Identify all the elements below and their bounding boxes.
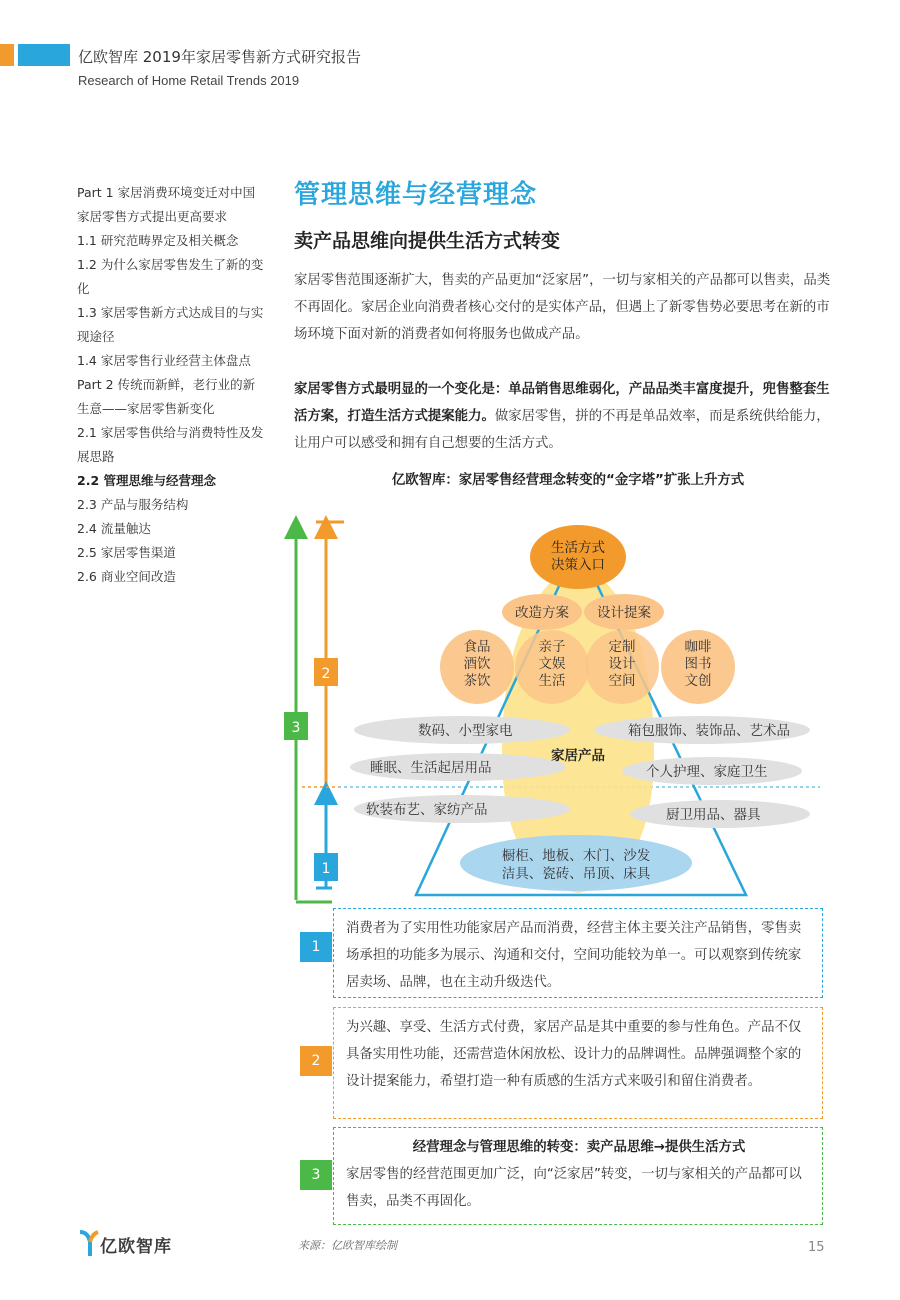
toc-item[interactable]: 2.3 产品与服务结构 (77, 497, 189, 512)
toc-item[interactable]: 1.3 家居零售新方式达成目的与实现途径 (77, 305, 264, 344)
figure-source: 来源：亿欧智库绘制 (298, 1239, 397, 1252)
page-number: 15 (808, 1240, 825, 1255)
box-2-badge: 2 (300, 1046, 332, 1076)
subsection-title: 卖产品思维向提供生活方式转变 (294, 230, 561, 252)
toc-item[interactable]: 1.1 研究范畴界定及相关概念 (77, 233, 239, 248)
arrow-label-1: 1 (321, 861, 331, 877)
toc-item[interactable]: 2.6 商业空间改造 (77, 569, 176, 584)
report-title: 亿欧智库 2019年家居零售新方式研究报告 (78, 48, 361, 66)
toc-item[interactable]: 2.2 管理思维与经营理念 (77, 473, 216, 488)
box-3-badge: 3 (300, 1160, 332, 1190)
toc-item[interactable]: Part 1 家居消费环境变迁对中国家居零售方式提出更高要求 (77, 185, 256, 224)
intro-paragraph: 家居零售范围逐渐扩大，售卖的产品更加“泛家居”，一切与家相关的产品都可以售卖，品类不再固化。家居企业向消费者核心交付的是实体产品，但遇上了新零售势必要思考在新的市场环境下面对新的消费者如何将服务也做成产品。 (294, 273, 831, 342)
key-change-rest: 做家居零售，拼的不再是单品效率，而是系统供给能力，让用户可以感受和拥有自己想要的生活方式。 (294, 409, 830, 451)
top-label: 生活方式决策入口 (551, 540, 605, 573)
left-item-1: 数码、小型家电 (418, 723, 513, 739)
box-3-text: 家居零售的经营范围更加广泛，向“泛家居”转变，一切与家相关的产品都可以售卖，品类不再固化。 (346, 1167, 802, 1209)
toc-item[interactable]: 2.5 家居零售渠道 (77, 545, 176, 560)
toc-item[interactable]: Part 2 传统而新鲜，老行业的新生意——家居零售新变化 (77, 377, 256, 416)
row2-renovation: 改造方案 (515, 605, 569, 621)
toc-item[interactable]: 2.1 家居零售供给与消费特性及发展思路 (77, 425, 264, 464)
right-item-1: 箱包服饰、装饰品、艺术品 (628, 723, 790, 739)
report-subtitle: Research of Home Retail Trends 2019 (78, 73, 300, 88)
toc-item[interactable]: 1.4 家居零售行业经营主体盘点 (77, 353, 251, 368)
core-label: 家居产品 (551, 748, 605, 764)
arrow-label-2: 2 (321, 666, 331, 682)
row3-coffee: 咖啡图书文创 (684, 639, 712, 689)
header-accent-orange (0, 44, 14, 66)
left-item-2: 睡眠、生活起居用品 (370, 760, 492, 776)
toc-item[interactable]: 2.4 流量触达 (77, 521, 151, 536)
arrow-label-3: 3 (291, 720, 301, 736)
logo-text: 亿欧智库 (100, 1237, 172, 1257)
header-accent-blue (18, 44, 70, 66)
row2-design: 设计提案 (597, 605, 651, 621)
explanation-box-2 (333, 1007, 823, 1119)
base-items: 橱柜、地板、木门、沙发洁具、瓷砖、吊顶、床具 (501, 848, 651, 882)
row3-kids: 亲子文娱生活 (538, 639, 566, 689)
row3-food: 食品酒饮茶饮 (463, 639, 491, 689)
left-item-3: 软装布艺、家纺产品 (366, 802, 488, 818)
explanation-box-1 (333, 908, 823, 998)
explanation-box-3 (333, 1127, 823, 1225)
row3-custom: 定制设计空间 (608, 639, 636, 689)
figure-title: 亿欧智库：家居零售经营理念转变的“金字塔”扩张上升方式 (391, 473, 745, 488)
key-change-bold: 家居零售方式最明显的一个变化是：单品销售思维弱化，产品品类丰富度提升，兜售整套生活方案，打造生活方式提案能力。 (294, 382, 830, 424)
section-title: 管理思维与经营理念 (294, 180, 538, 210)
box-2-text: 为兴趣、享受、生活方式付费，家居产品是其中重要的参与性角色。产品不仅具备实用性功能，还需营造休闲放松、设计力的品牌调性。品牌强调整个家的设计提案能力，希望打造一种有质感的生活方式来吸引和留住消费者。 (346, 1020, 802, 1089)
table-of-contents (77, 181, 267, 589)
right-item-3: 厨卫用品、器具 (666, 807, 761, 823)
box-1-badge: 1 (300, 932, 332, 962)
key-change-paragraph (294, 376, 834, 457)
right-item-2: 个人护理、家庭卫生 (646, 764, 768, 780)
pyramid-diagram (280, 505, 840, 905)
box-1-text: 消费者为了实用性功能家居产品而消费，经营主体主要关注产品销售，零售卖场承担的功能多为展示、沟通和交付，空间功能较为单一。可以观察到传统家居卖场、品牌，也在主动升级迭代。 (346, 921, 802, 990)
toc-item[interactable]: 1.2 为什么家居零售发生了新的变化 (77, 257, 264, 296)
box-3-title: 经营理念与管理思维的转变：卖产品思维→提供生活方式 (412, 1140, 746, 1155)
